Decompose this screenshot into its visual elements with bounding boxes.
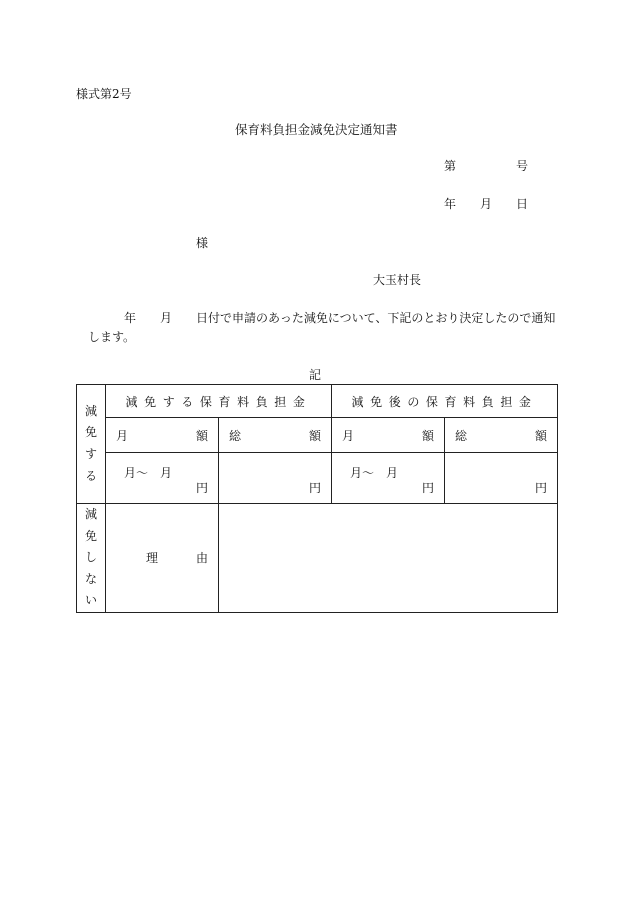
total-label-char: 額 bbox=[535, 428, 548, 443]
total-amount-cell bbox=[445, 453, 558, 504]
label-char: な bbox=[84, 571, 97, 586]
reason-content-cell bbox=[219, 504, 558, 613]
header-after-amount: 減免後の保育料負担金 bbox=[332, 385, 558, 418]
label-char: 減 bbox=[84, 403, 97, 418]
date-year: 年 bbox=[444, 197, 457, 211]
monthly-amount-cell bbox=[332, 453, 445, 504]
document-number-prefix: 第 bbox=[444, 159, 457, 173]
reason-label-char: 由 bbox=[195, 551, 208, 566]
body-year: 年 bbox=[124, 311, 137, 325]
total-label-char: 額 bbox=[309, 428, 322, 443]
yen-unit: 円 bbox=[195, 481, 208, 495]
ki-heading: 記 bbox=[309, 368, 322, 382]
label-char: す bbox=[84, 447, 97, 461]
total-label-cell bbox=[445, 418, 558, 453]
document-title: 保育料負担金減免決定通知書 bbox=[235, 122, 398, 137]
period-text: 月～ 月 bbox=[124, 466, 173, 480]
monthly-label-cell bbox=[332, 418, 445, 453]
reason-label-cell bbox=[106, 504, 219, 613]
form-number: 様式第2号 bbox=[76, 87, 132, 101]
yen-unit: 円 bbox=[535, 481, 548, 495]
total-amount-cell bbox=[219, 453, 332, 504]
monthly-label-char: 月 bbox=[342, 428, 355, 443]
label-char: し bbox=[84, 550, 97, 565]
total-label-char: 総 bbox=[229, 428, 242, 443]
header-exempt-amount: 減免する保育料負担金 bbox=[106, 385, 332, 418]
total-label-cell bbox=[219, 418, 332, 453]
monthly-label-char: 月 bbox=[116, 428, 129, 443]
label-char: 免 bbox=[84, 528, 97, 543]
monthly-label-char: 額 bbox=[422, 428, 435, 443]
row-label-not-exempt bbox=[77, 504, 106, 613]
body-month: 月 bbox=[160, 311, 173, 325]
yen-unit: 円 bbox=[309, 481, 322, 495]
monthly-label-char: 額 bbox=[195, 428, 208, 443]
document-number-suffix: 号 bbox=[516, 159, 529, 173]
period-text: 月～ 月 bbox=[350, 466, 399, 480]
label-char: い bbox=[84, 593, 97, 608]
total-label-char: 総 bbox=[455, 428, 468, 443]
body-line1: 日付で申請のあった減免について、下記のとおり決定したので通知 bbox=[196, 311, 556, 325]
addressee-suffix: 様 bbox=[196, 236, 209, 250]
row-label-exempt bbox=[77, 385, 106, 504]
reason-label-char: 理 bbox=[146, 551, 159, 566]
label-char: 免 bbox=[84, 425, 97, 440]
body-line2: します。 bbox=[88, 330, 136, 344]
label-char: る bbox=[84, 468, 97, 483]
decision-table bbox=[76, 384, 558, 613]
date-month: 月 bbox=[480, 197, 493, 211]
issuer: 大玉村長 bbox=[373, 273, 422, 287]
monthly-amount-cell bbox=[106, 453, 219, 504]
date-day: 日 bbox=[516, 197, 529, 211]
label-char: 減 bbox=[84, 507, 97, 521]
yen-unit: 円 bbox=[422, 481, 435, 495]
monthly-label-cell bbox=[106, 418, 219, 453]
